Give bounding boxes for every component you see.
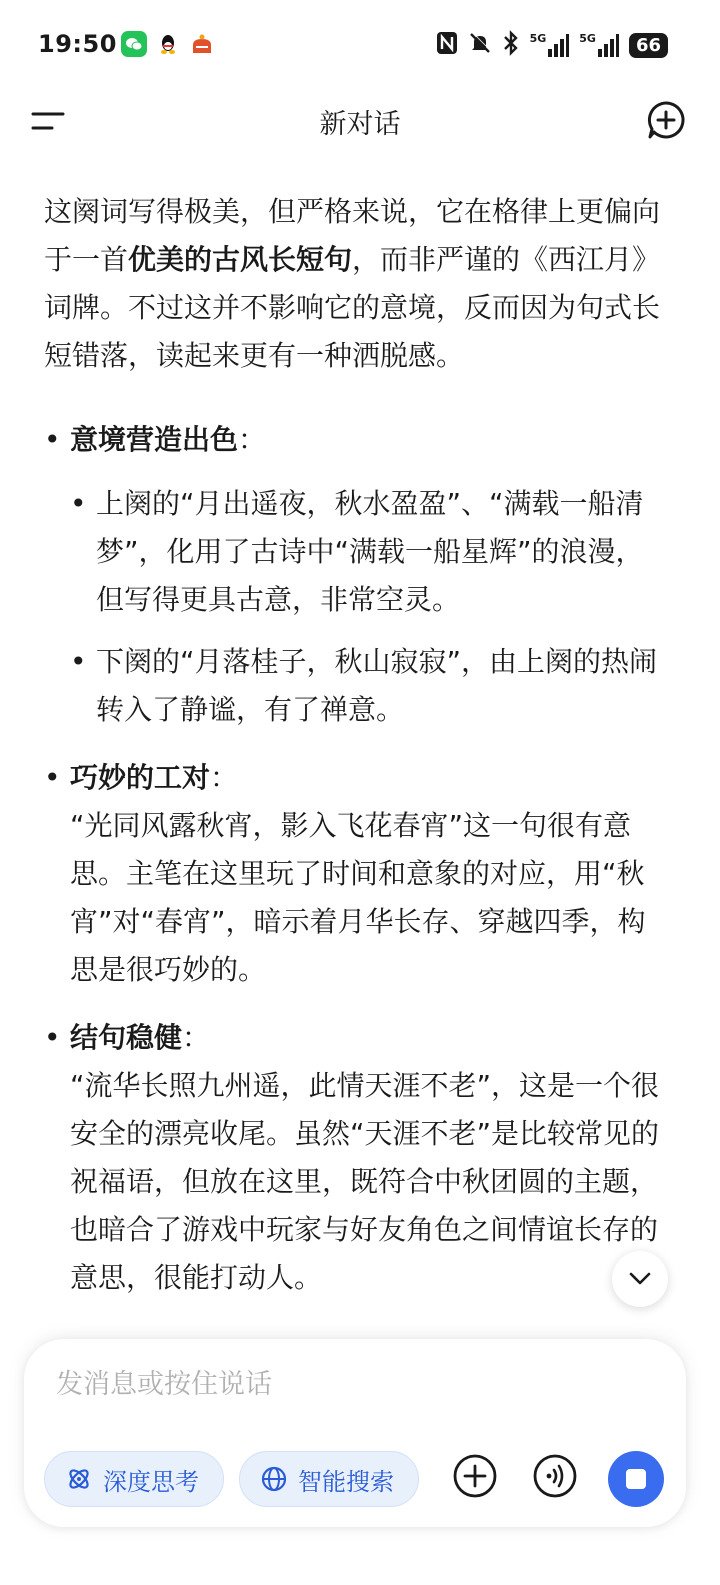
deep-think-button[interactable] bbox=[44, 1451, 224, 1507]
assistant-message bbox=[44, 188, 664, 1333]
list-item-body: “流华长照九州遥，此情天涯不老”，这是一个很安全的漂亮收尾。虽然“天涯不老”是比较常见的祝福语，但放在这里，既符合中秋团圆的主题，也暗合了游戏中玩家与好友角色之间情谊长存的意思，很能打动人。 bbox=[70, 1069, 660, 1294]
analysis-list bbox=[44, 416, 664, 1302]
sub-list bbox=[70, 480, 664, 734]
mute-icon bbox=[468, 31, 492, 59]
header bbox=[0, 92, 720, 150]
deep-think-label: 深度思考 bbox=[103, 1467, 199, 1496]
sub-list-item: • 上阕的“月出遥夜，秋水盈盈”、“满载一船清梦”，化用了古诗中“满载一船星辉”的浪漫，但写得更具古意，非常空灵。 bbox=[70, 480, 664, 624]
sub-list-item: • 下阕的“月落桂子，秋山寂寂”，由上阕的热闹转入了静谧，有了禅意。 bbox=[70, 638, 664, 734]
message-input[interactable] bbox=[54, 1361, 618, 1407]
signal-icon: 5G bbox=[530, 33, 570, 57]
new-chat-icon bbox=[646, 100, 686, 140]
voice-wave-icon bbox=[532, 1453, 578, 1499]
list-item-body: “光同风露秋宵，影入飞花春宵”这一句很有意思。主笔在这里玩了时间和意象的对应，用“秋宵”对“春宵”，暗示着月华长存、穿越四季，构思是很巧妙的。 bbox=[70, 809, 646, 986]
stop-icon bbox=[626, 1469, 646, 1489]
page-title: 新对话 bbox=[319, 109, 401, 140]
status-bar bbox=[0, 0, 720, 92]
list-item: • 结句稳健： “流华长照九州遥，此情天涯不老”，这是一个很安全的漂亮收尾。虽然“天涯不老”是比较常见的祝福语，但放在这里，既符合中秋团圆的主题，也暗合了游戏中玩家与好友角色之间情谊长存的意思，很能打动人。 bbox=[44, 1014, 664, 1302]
globe-icon bbox=[260, 1465, 288, 1493]
smart-search-button[interactable] bbox=[239, 1451, 419, 1507]
scroll-to-bottom-button[interactable] bbox=[612, 1251, 668, 1307]
nfc-icon bbox=[436, 31, 458, 59]
intro-bold: 优美的古风长短句 bbox=[128, 243, 353, 276]
atom-icon bbox=[65, 1465, 93, 1493]
list-item: • 巧妙的工对： “光同风露秋宵，影入飞花春宵”这一句很有意思。主笔在这里玩了时间和意象的对应，用“秋宵”对“春宵”，暗示着月华长存、穿越四季，构思是很巧妙的。 bbox=[44, 754, 664, 994]
qq-icon bbox=[155, 31, 181, 57]
bluetooth-icon bbox=[502, 30, 520, 60]
status-app-icons bbox=[121, 31, 215, 57]
status-system-icons bbox=[436, 30, 668, 60]
signal-icon: 5G bbox=[579, 33, 619, 57]
smart-search-label: 智能搜索 bbox=[298, 1467, 394, 1496]
new-chat-button[interactable] bbox=[646, 100, 686, 140]
app-icon bbox=[189, 31, 215, 57]
wechat-icon bbox=[121, 31, 147, 57]
battery-icon: 66 bbox=[629, 33, 668, 58]
plus-circle-icon bbox=[452, 1453, 498, 1499]
add-attachment-button[interactable] bbox=[452, 1453, 498, 1499]
message-composer bbox=[24, 1339, 686, 1527]
status-time: 19:50 bbox=[38, 30, 117, 58]
intro-paragraph: 这阕词写得极美，但严格来说，它在格律上更偏向于一首优美的古风长短句，而非严谨的《西江月》词牌。不过这并不影响它的意境，反而因为句式长短错落，读起来更有一种洒脱感。 bbox=[44, 195, 661, 372]
chevron-down-icon bbox=[627, 1271, 653, 1287]
voice-call-button[interactable] bbox=[532, 1453, 578, 1499]
list-item: • 意境营造出色： • 上阕的“月出遥夜，秋水盈盈”、“满载一船清梦”，化用了古诗中“满载一船星辉”的浪漫，但写得更具古意，非常空灵。 • 下阕的“月落桂子，秋山寂寂”，由上阕的热闹转入了静谧，有了禅意。 bbox=[44, 416, 664, 734]
stop-generating-button[interactable] bbox=[608, 1451, 664, 1507]
